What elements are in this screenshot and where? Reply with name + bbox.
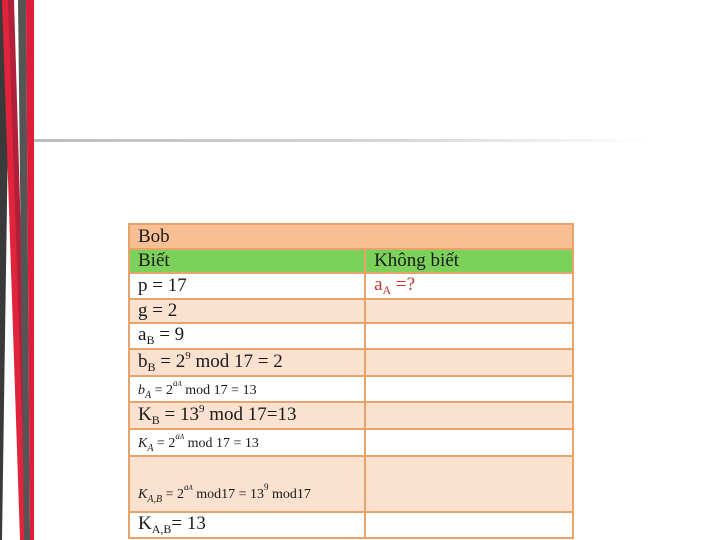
cell-empty [365, 456, 573, 512]
cell-empty [365, 512, 573, 538]
table-row [129, 429, 573, 456]
cell-KB: $K_B = 13^9$ mod 17=13 [129, 402, 365, 429]
cell-empty [365, 429, 573, 456]
table-row [129, 402, 573, 429]
cell-g: g = 2 [129, 299, 365, 323]
cell-empty [365, 323, 573, 349]
cell-KAB-formula: $K_{A,B} = 2^{aA}$ $mod17 = 13^9$ mod17 [129, 456, 365, 512]
table-title: Bob [129, 224, 573, 249]
cell-KAB-final: $K_{A,B}= 13$ [129, 512, 365, 538]
table-row [129, 376, 573, 402]
table-row [129, 323, 573, 349]
table-row [129, 224, 573, 249]
table-row [129, 456, 573, 512]
left-decorative-strip [0, 0, 34, 540]
cell-aB: $a_B = 9$ [129, 323, 365, 349]
table-row [129, 349, 573, 376]
cell-unknown-aA: $a_A$ =? [365, 273, 573, 299]
col-known-header: Biết [129, 249, 365, 273]
table-row [129, 299, 573, 323]
cell-empty [365, 402, 573, 429]
table-row [129, 512, 573, 538]
cell-p: p = 17 [129, 273, 365, 299]
cell-bB: $b_B = 2^9$ mod 17 = 2 [129, 349, 365, 376]
cell-bA-formula: $b_A = 2^{aA}$ mod 17 = 13 [129, 376, 365, 402]
cell-empty [365, 376, 573, 402]
table-row [129, 273, 573, 299]
cell-empty [365, 299, 573, 323]
bob-knowledge-table [128, 223, 574, 539]
title-divider [34, 139, 654, 142]
cell-empty [365, 349, 573, 376]
col-unknown-header: Không biết [365, 249, 573, 273]
cell-KA-formula: $K_A = 2^{aA}$ mod 17 = 13 [129, 429, 365, 456]
table-row [129, 249, 573, 273]
